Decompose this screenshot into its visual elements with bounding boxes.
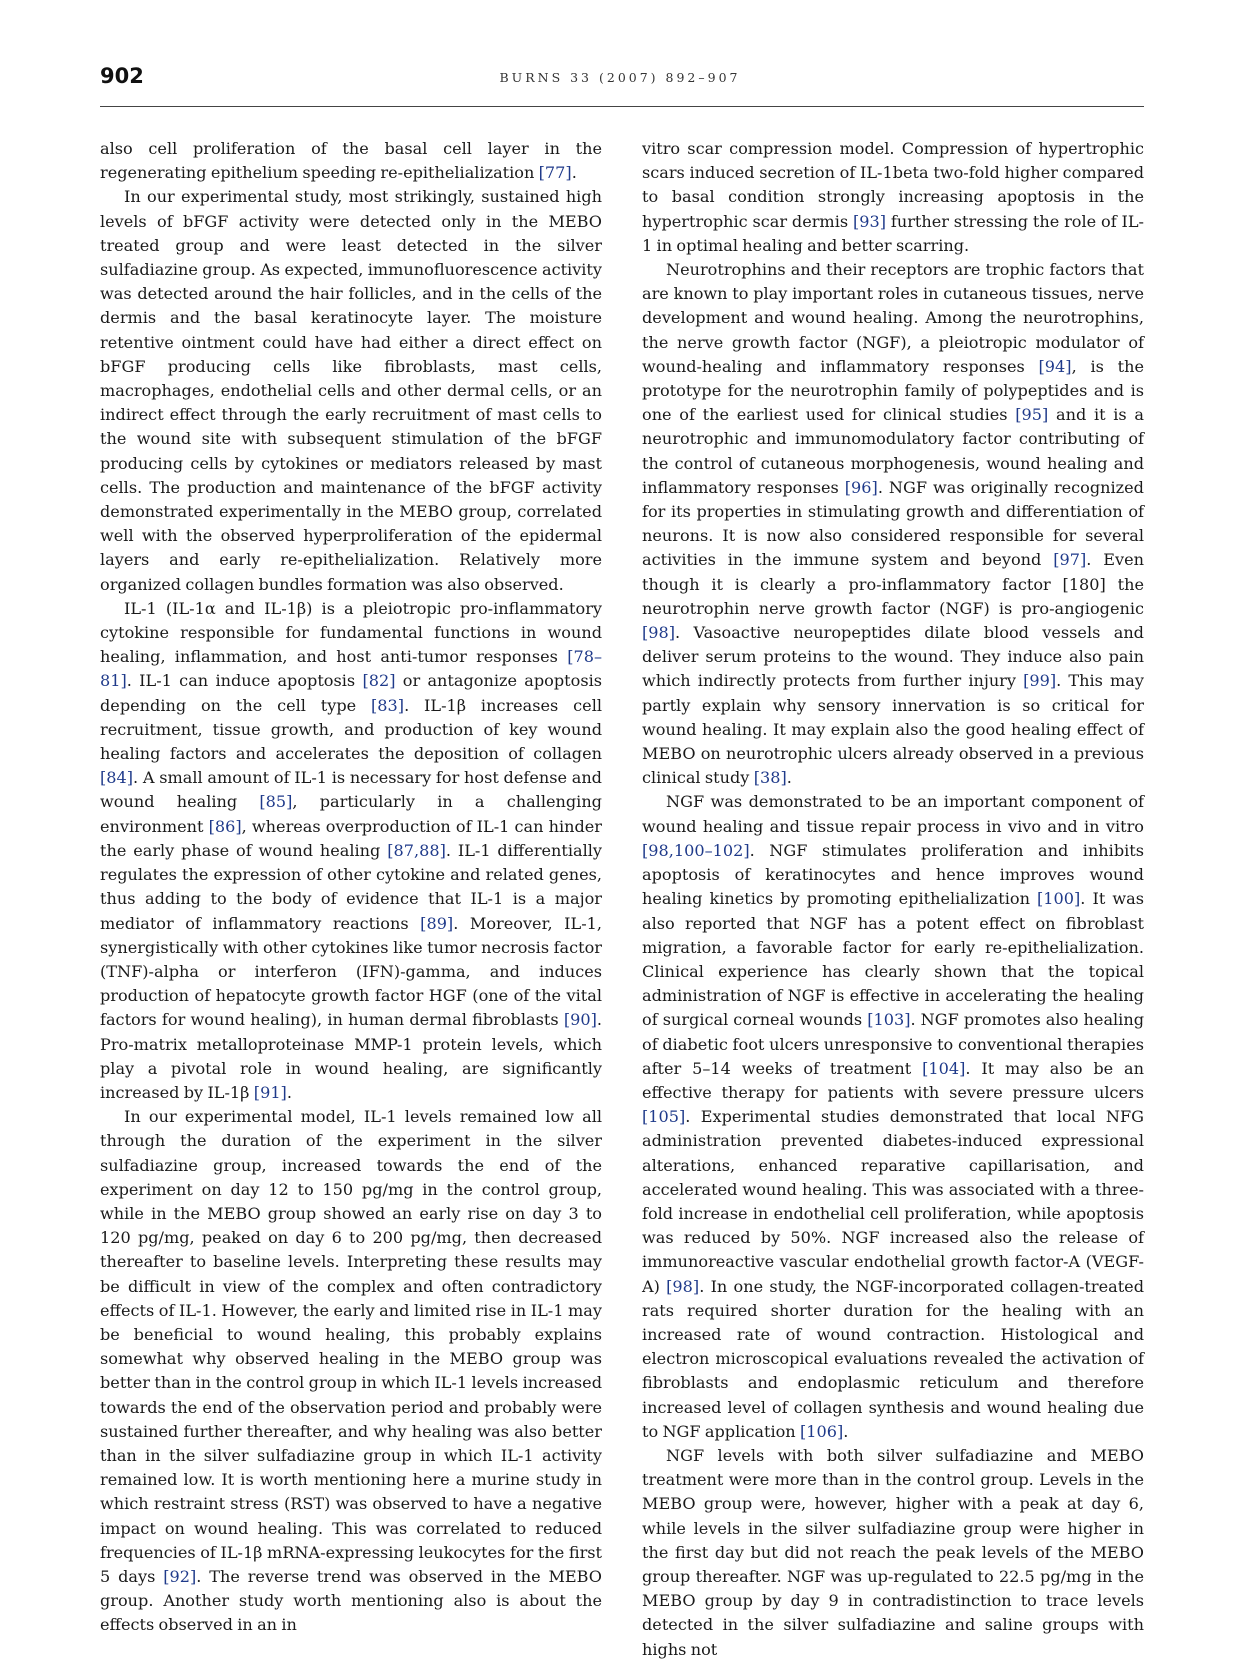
- paragraph-text: . Pro-matrix metalloproteinase MMP-1 protein levels, which play a pivotal role in wound healing, are significantly increased by IL-1β: [100, 1010, 602, 1102]
- paragraph-text: In our experimental study, most strikingly, sustained high levels of bFGF activity were detected only in the MEBO treated group and were least detected in the silver sulfadiazine group. As expected, immunofluorescence activity was detected around the hair follicles, and in the cells of the dermis and the basal keratinocyte layer. The moisture retentive ointment could have had either a direct effect on bFGF producing cells like fibroblasts, mast cells, macrophages, endothelial cells and other dermal cells, or an indirect effect through the early recruitment of mast cells to the wound site with subsequent stimulation of the bFGF producing cells by cytokines or mediators released by mast cells. The production and maintenance of the bFGF activity demonstrated experimentally in the MEBO group, correlated well with the observed hyperproliferation of the epidermal layers and early re-epithelialization. Relatively more organized collagen bundles formation was also observed.: [100, 187, 602, 594]
- paragraph-text: .: [843, 1421, 849, 1441]
- paragraph: [100, 137, 602, 185]
- header-rule: [100, 106, 1144, 107]
- running-head: BURNS 33 (2007) 892–907: [499, 70, 741, 85]
- citation-link[interactable]: [99]: [1023, 671, 1057, 691]
- paragraph-text: . It may also be an effective therapy for patients with severe pressure ulcers: [642, 1058, 1144, 1102]
- paragraph-text: .: [786, 768, 792, 788]
- paragraph-text: . Even though it is clearly a pro-inflammatory factor [180] the neurotrophin nerve growth factor (NGF) is pro-angiogenic: [642, 550, 1144, 618]
- citation-link[interactable]: [98]: [642, 623, 676, 643]
- citation-link[interactable]: [82]: [362, 671, 396, 691]
- paragraph-text: . It was also reported that NGF has a potent effect on fibroblast migration, a favorable factor for early re-epithelialization. Clinical experience has clearly shown that the topical administration of NGF is effective in accelerating the healing of surgical corneal wounds: [642, 889, 1144, 1030]
- paragraph: [642, 790, 1144, 1443]
- citation-link[interactable]: [84]: [100, 768, 134, 788]
- paragraph-text: vitro scar compression model. Compression of hypertrophic scars induced secretion of IL-1beta two-fold higher compared to basal condition strongly increasing apoptosis in the hypertrophic scar dermis: [642, 139, 1144, 231]
- citation-link[interactable]: [86]: [208, 816, 242, 836]
- citation-link[interactable]: [98]: [666, 1276, 700, 1296]
- paragraph-text: In our experimental model, IL-1 levels remained low all through the duration of the experiment in the silver sulfadiazine group, increased towards the end of the experiment on day 12 to 150 pg/mg in the control group, while in the MEBO group showed an early rise on day 3 to 120 pg/mg, peaked on day 6 to 200 pg/mg, then decreased thereafter to baseline levels. Interpreting these results may be difficult in view of the complex and often contradictory effects of IL-1. However, the early and limited rise in IL-1 may be beneficial to wound healing, this probably explains somewhat why observed healing in the MEBO group was better than in the control group in which IL-1 levels increased towards the end of the observation period and probably were sustained further thereafter, and why healing was also better than in the silver sulfadiazine group in which IL-1 activity remained low. It is worth mentioning here a murine study in which restraint stress (RST) was observed to have a negative impact on wound healing. This was correlated to reduced frequencies of IL-1β mRNA-expressing leukocytes for the first 5 days: [100, 1107, 602, 1586]
- right-column: [642, 137, 1144, 1662]
- citation-link[interactable]: [83]: [371, 695, 405, 715]
- citation-link[interactable]: [87,88]: [387, 840, 446, 860]
- paragraph-text: IL-1 (IL-1α and IL-1β) is a pleiotropic pro-inflammatory cytokine responsible for fundamental functions in wound healing, inflammation, and host anti-tumor responses: [100, 598, 602, 667]
- paragraph: [100, 597, 602, 1105]
- citation-link[interactable]: [89]: [420, 913, 454, 933]
- paragraph-text: or antagonize apoptosis depending on the cell type: [100, 671, 602, 715]
- paragraph-text: .: [571, 163, 577, 183]
- paragraph-text: Neurotrophins and their receptors are trophic factors that are known to play important roles in cutaneous tissues, nerve development and wound healing. Among the neurotrophins, the nerve growth factor (NGF), a pleiotropic modulator of wound-healing and inflammatory responses: [642, 260, 1144, 376]
- paragraph-text: NGF levels with both silver sulfadiazine and MEBO treatment were more than in the control group. Levels in the MEBO group were, however, higher with a peak at day 6, while levels in the silver sulfadiazine group were higher in the first day but did not reach the peak levels of the MEBO group thereafter. NGF was up-regulated to 22.5 pg/mg in the MEBO group by day 9 in contradistinction to trace levels detected in the silver sulfadiazine and saline groups with highs not: [642, 1445, 1144, 1659]
- citation-link[interactable]: [105]: [642, 1107, 686, 1127]
- citation-link[interactable]: [92]: [163, 1566, 197, 1586]
- paragraph-text: .: [286, 1082, 292, 1102]
- paragraph-text: , particularly in a challenging environment: [100, 792, 602, 836]
- citation-link[interactable]: [91]: [253, 1082, 287, 1102]
- paragraph-text: . IL-1 can induce apoptosis: [126, 671, 363, 691]
- paragraph-text: . NGF promotes also healing of diabetic foot ulcers unresponsive to conventional therapies after 5–14 weeks of treatment: [642, 1010, 1144, 1078]
- paragraph-text: . NGF stimulates proliferation and inhibits apoptosis of keratinocytes and hence improves wound healing kinetics by promoting epithelialization: [642, 840, 1144, 909]
- paragraph-text: . Experimental studies demonstrated that local NFG administration prevented diabetes-induced expressional alterations, enhanced reparative capillarisation, and accelerated wound healing. This was associated with a three-fold increase in endothelial cell proliferation, while apoptosis was reduced by 50%. NGF increased also the release of immunoreactive vascular endothelial growth factor-A (VEGF-A): [642, 1107, 1144, 1296]
- left-column: [100, 137, 602, 1638]
- citation-link[interactable]: [85]: [259, 792, 293, 812]
- citation-link[interactable]: [98,100–102]: [642, 840, 750, 860]
- paragraph: [100, 1105, 602, 1637]
- paragraph-text: . NGF was originally recognized for its properties in stimulating growth and differentiation of neurons. It is now also considered responsible for several activities in the immune system and beyond: [642, 477, 1144, 570]
- citation-link[interactable]: [93]: [852, 211, 887, 231]
- paragraph: [642, 258, 1144, 790]
- paragraph-text: . Vasoactive neuropeptides dilate blood vessels and deliver serum proteins to the wound. They induce also pain which indirectly protects from further injury: [642, 623, 1144, 691]
- page-number: 902: [100, 64, 144, 88]
- paragraph-text: NGF was demonstrated to be an important component of wound healing and tissue repair process in vivo and in vitro: [642, 792, 1144, 836]
- citation-link[interactable]: [103]: [867, 1010, 911, 1030]
- citation-link[interactable]: [78–81]: [100, 647, 602, 691]
- citation-link[interactable]: [38]: [753, 768, 787, 788]
- citation-link[interactable]: [90]: [563, 1010, 597, 1030]
- paragraph-text: . IL-1 differentially regulates the expression of other cytokine and related genes, thus adding to the body of evidence that IL-1 is a major mediator of inflammatory reactions: [100, 840, 603, 933]
- paragraph-text: . In one study, the NGF-incorporated collagen-treated rats required shorter duration for the healing with an increased rate of wound contraction. Histological and electron microscopical evaluations revealed the activation of fibroblasts and endoplasmic reticulum and therefore increased level of collagen synthesis and wound healing due to NGF application: [642, 1276, 1145, 1441]
- paragraph: [642, 1444, 1144, 1662]
- paragraph: [642, 137, 1144, 258]
- paragraph-text: also cell proliferation of the basal cell layer in the regenerating epithelium speeding re-epithelialization: [100, 139, 602, 183]
- paragraph: [100, 185, 602, 596]
- paragraph-text: . This may partly explain why sensory innervation is so critical for wound healing. It may explain also the good healing effect of MEBO on neurotrophic ulcers already observed in a previous clinical study: [642, 671, 1144, 788]
- paragraph-text: . IL-1β increases cell recruitment, tissue growth, and production of key wound healing factors and accelerates the deposition of collagen: [100, 695, 602, 764]
- paragraph-text: . A small amount of IL-1 is necessary for host defense and wound healing: [100, 768, 602, 812]
- citation-link[interactable]: [106]: [799, 1421, 844, 1441]
- paragraph-text: . The reverse trend was observed in the MEBO group. Another study worth mentioning also is about the effects observed in an in: [100, 1566, 602, 1635]
- citation-link[interactable]: [77]: [538, 163, 572, 183]
- citation-link[interactable]: [104]: [922, 1058, 966, 1078]
- paragraph-text: and it is a neurotrophic and immunomodulatory factor contributing of the control of cutaneous morphogenesis, wound healing and inflammatory responses: [642, 405, 1144, 497]
- paragraph-text: , is the prototype for the neurotrophin family of polypeptides and is one of the earliest used for clinical studies: [642, 356, 1144, 425]
- citation-link[interactable]: [97]: [1053, 550, 1087, 570]
- citation-link[interactable]: [96]: [844, 477, 878, 497]
- citation-link[interactable]: [94]: [1038, 356, 1072, 376]
- paragraph-text: . Moreover, IL-1, synergistically with other cytokines like tumor necrosis factor (TNF)-alpha or interferon (IFN)-gamma, and induces production of hepatocyte growth factor HGF (one of the vital factors for wound healing), in human dermal fibroblasts: [100, 913, 602, 1030]
- citation-link[interactable]: [95]: [1015, 405, 1049, 425]
- paragraph-text: , whereas overproduction of IL-1 can hinder the early phase of wound healing: [100, 816, 602, 860]
- paragraph-text: further stressing the role of IL-1 in optimal healing and better scarring.: [642, 211, 1144, 255]
- citation-link[interactable]: [100]: [1037, 889, 1081, 909]
